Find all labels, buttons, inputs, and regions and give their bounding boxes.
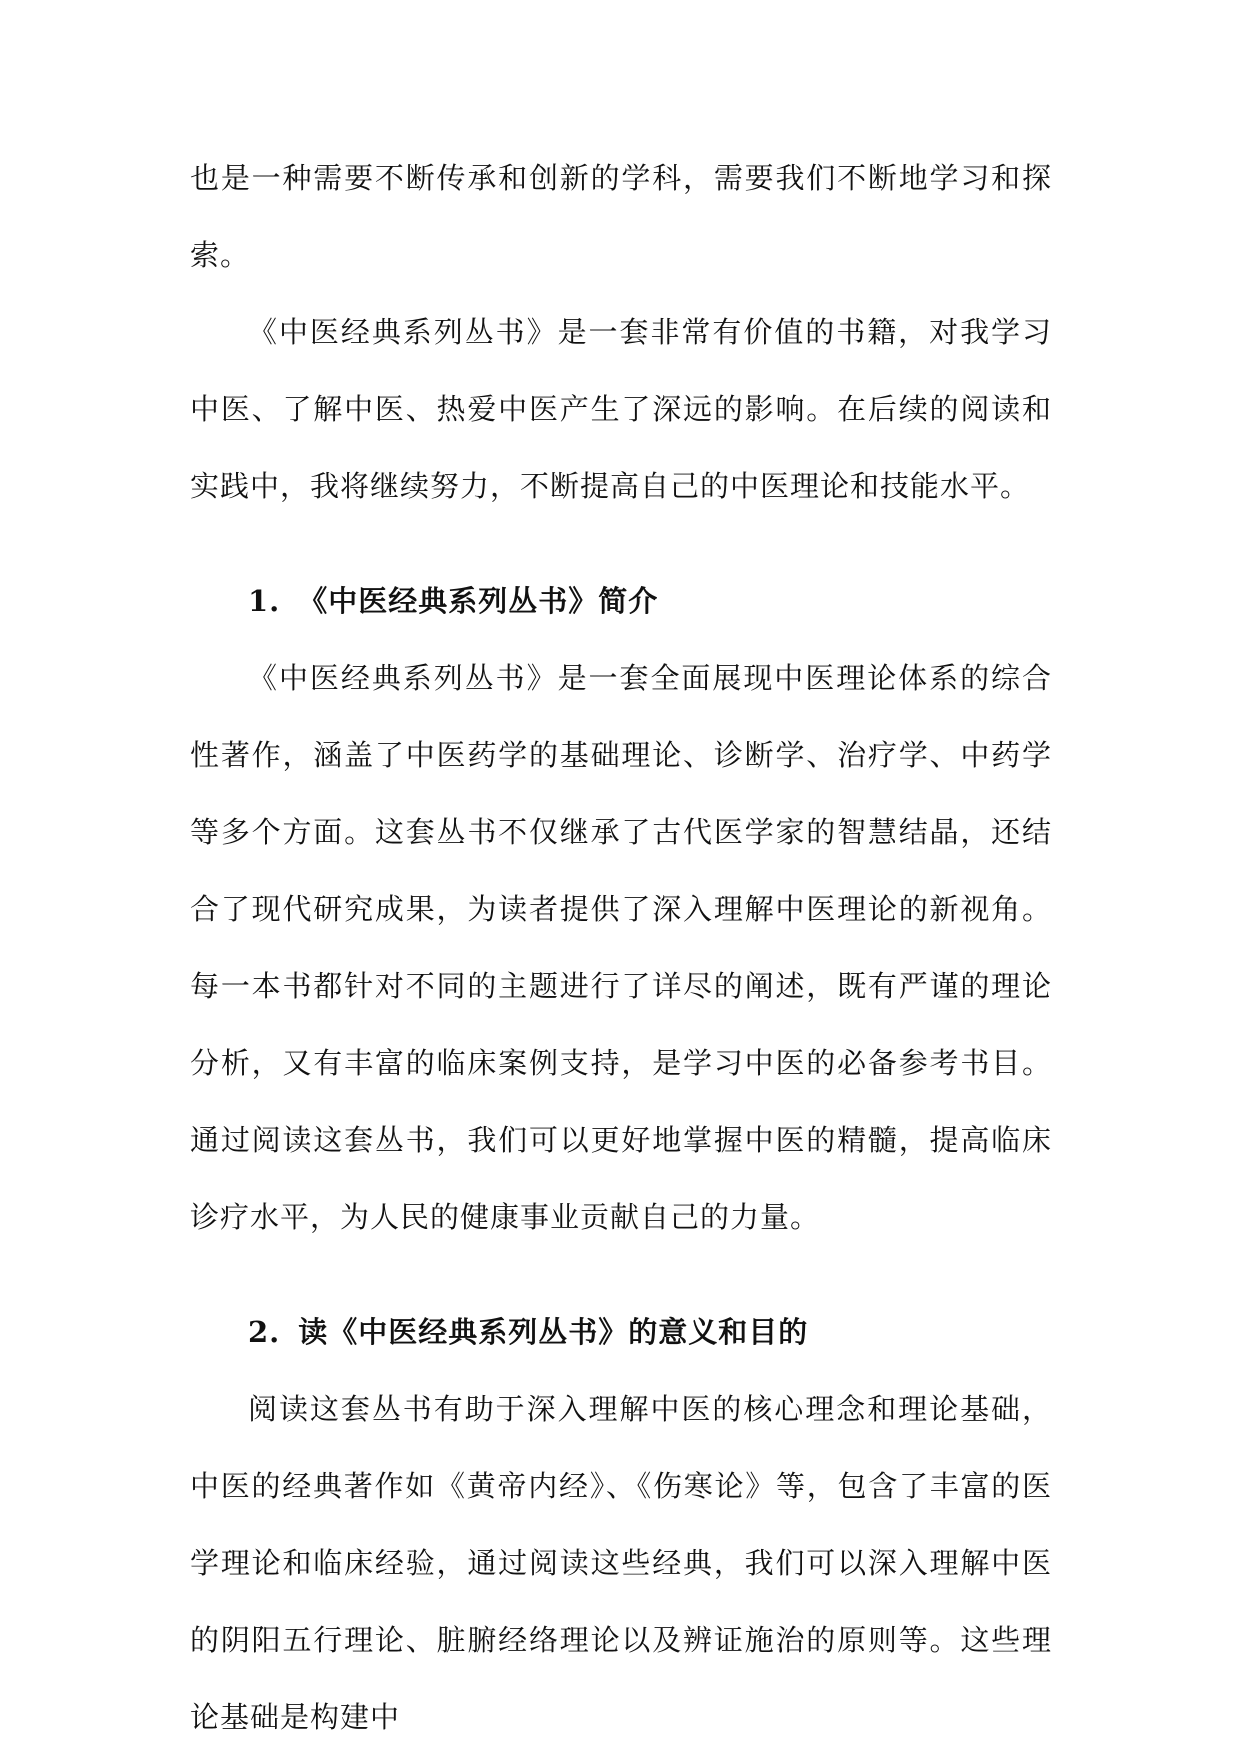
paragraph-introduction: 《中医经典系列丛书》是一套全面展现中医理论体系的综合性著作，涵盖了中医药学的基础理论、诊断学、治疗学、中药学等多个方面。这套丛书不仅继承了古代医学家的智慧结晶，还结合了现代研究成果，为读者提供了深入理解中医理论的新视角。每一本书都针对不同的主题进行了详尽的阐述，既有严谨的理论分析，又有丰富的临床案例支持，是学习中医的必备参考书目。通过阅读这套丛书，我们可以更好地掌握中医的精髓，提高临床诊疗水平，为人民的健康事业贡献自己的力量。 [190, 661, 1052, 1234]
section-heading-2 [190, 1294, 1052, 1371]
paragraph-significance: 阅读这套丛书有助于深入理解中医的核心理念和理论基础，中医的经典著作如《黄帝内经》、《伤寒论》等，包含了丰富的医学理论和临床经验，通过阅读这些经典，我们可以深入理解中医的阴阳五行理论、脏腑经络理论以及辨证施治的原则等。这些理论基础是构建中 [190, 1392, 1052, 1734]
paragraph-conclusion: 《中医经典系列丛书》是一套非常有价值的书籍，对我学习中医、了解中医、热爱中医产生了深远的影响。在后续的阅读和实践中，我将继续努力，不断提高自己的中医理论和技能水平。 [190, 315, 1052, 503]
section-title: 读《中医经典系列丛书》的意义和目的 [298, 1315, 809, 1349]
paragraph-continuation: 也是一种需要不断传承和创新的学科，需要我们不断地学习和探索。 [190, 161, 1052, 272]
section-number: 2. [248, 1315, 281, 1349]
section-title: 《中医经典系列丛书》简介 [298, 584, 659, 618]
document-page [190, 140, 1052, 1756]
section-gap [190, 525, 1052, 563]
section-heading-1 [190, 563, 1052, 640]
section-gap [190, 1256, 1052, 1294]
section-number: 1. [248, 584, 281, 618]
